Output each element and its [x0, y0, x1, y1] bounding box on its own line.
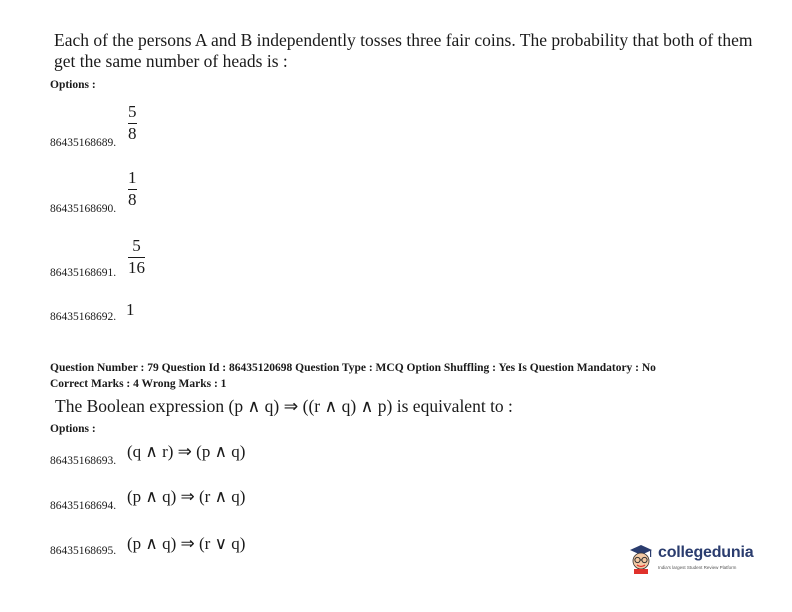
option-expression: (p ∧ q) ⇒ (r ∧ q) — [127, 487, 246, 506]
logo-name: collegedunia — [658, 544, 754, 561]
question-meta-line-1: Question Number : 79 Question Id : 86435120698 Question Type : MCQ Option Shuffling : Yes Is Question Mandatory : No — [50, 362, 656, 374]
question-1-text: Each of the persons A and B independently tosses three fair coins. The probability that both of them get the same number of heads is : — [54, 30, 753, 71]
option-id: 86435168692. — [50, 311, 117, 323]
option-fraction — [128, 237, 145, 277]
options-label: Options : — [50, 423, 96, 435]
denominator: 16 — [128, 258, 145, 277]
collegedunia-logo — [628, 540, 768, 580]
option-id: 86435168693. — [50, 455, 117, 467]
collegedunia-logo-icon — [628, 542, 654, 574]
denominator: 8 — [128, 124, 137, 143]
denominator: 8 — [128, 190, 137, 209]
option-id: 86435168691. — [50, 267, 117, 279]
logo-tagline: India's largest Student Review Platform — [658, 565, 737, 570]
options-label: Options : — [50, 79, 96, 91]
option-fraction — [128, 169, 137, 209]
option-fraction — [128, 103, 137, 143]
option-id: 86435168695. — [50, 545, 117, 557]
question-2-text: The Boolean expression (p ∧ q) ⇒ ((r ∧ q) ∧ p) is equivalent to : — [55, 396, 513, 416]
option-expression: (q ∧ r) ⇒ (p ∧ q) — [127, 442, 246, 461]
option-id: 86435168690. — [50, 203, 117, 215]
numerator: 5 — [128, 102, 137, 121]
option-id: 86435168694. — [50, 500, 117, 512]
numerator: 5 — [132, 236, 141, 255]
option-value: 1 — [126, 300, 135, 319]
option-id: 86435168689. — [50, 137, 117, 149]
option-expression: (p ∧ q) ⇒ (r ∨ q) — [127, 534, 246, 553]
numerator: 1 — [128, 168, 137, 187]
question-meta-line-2: Correct Marks : 4 Wrong Marks : 1 — [50, 378, 227, 390]
